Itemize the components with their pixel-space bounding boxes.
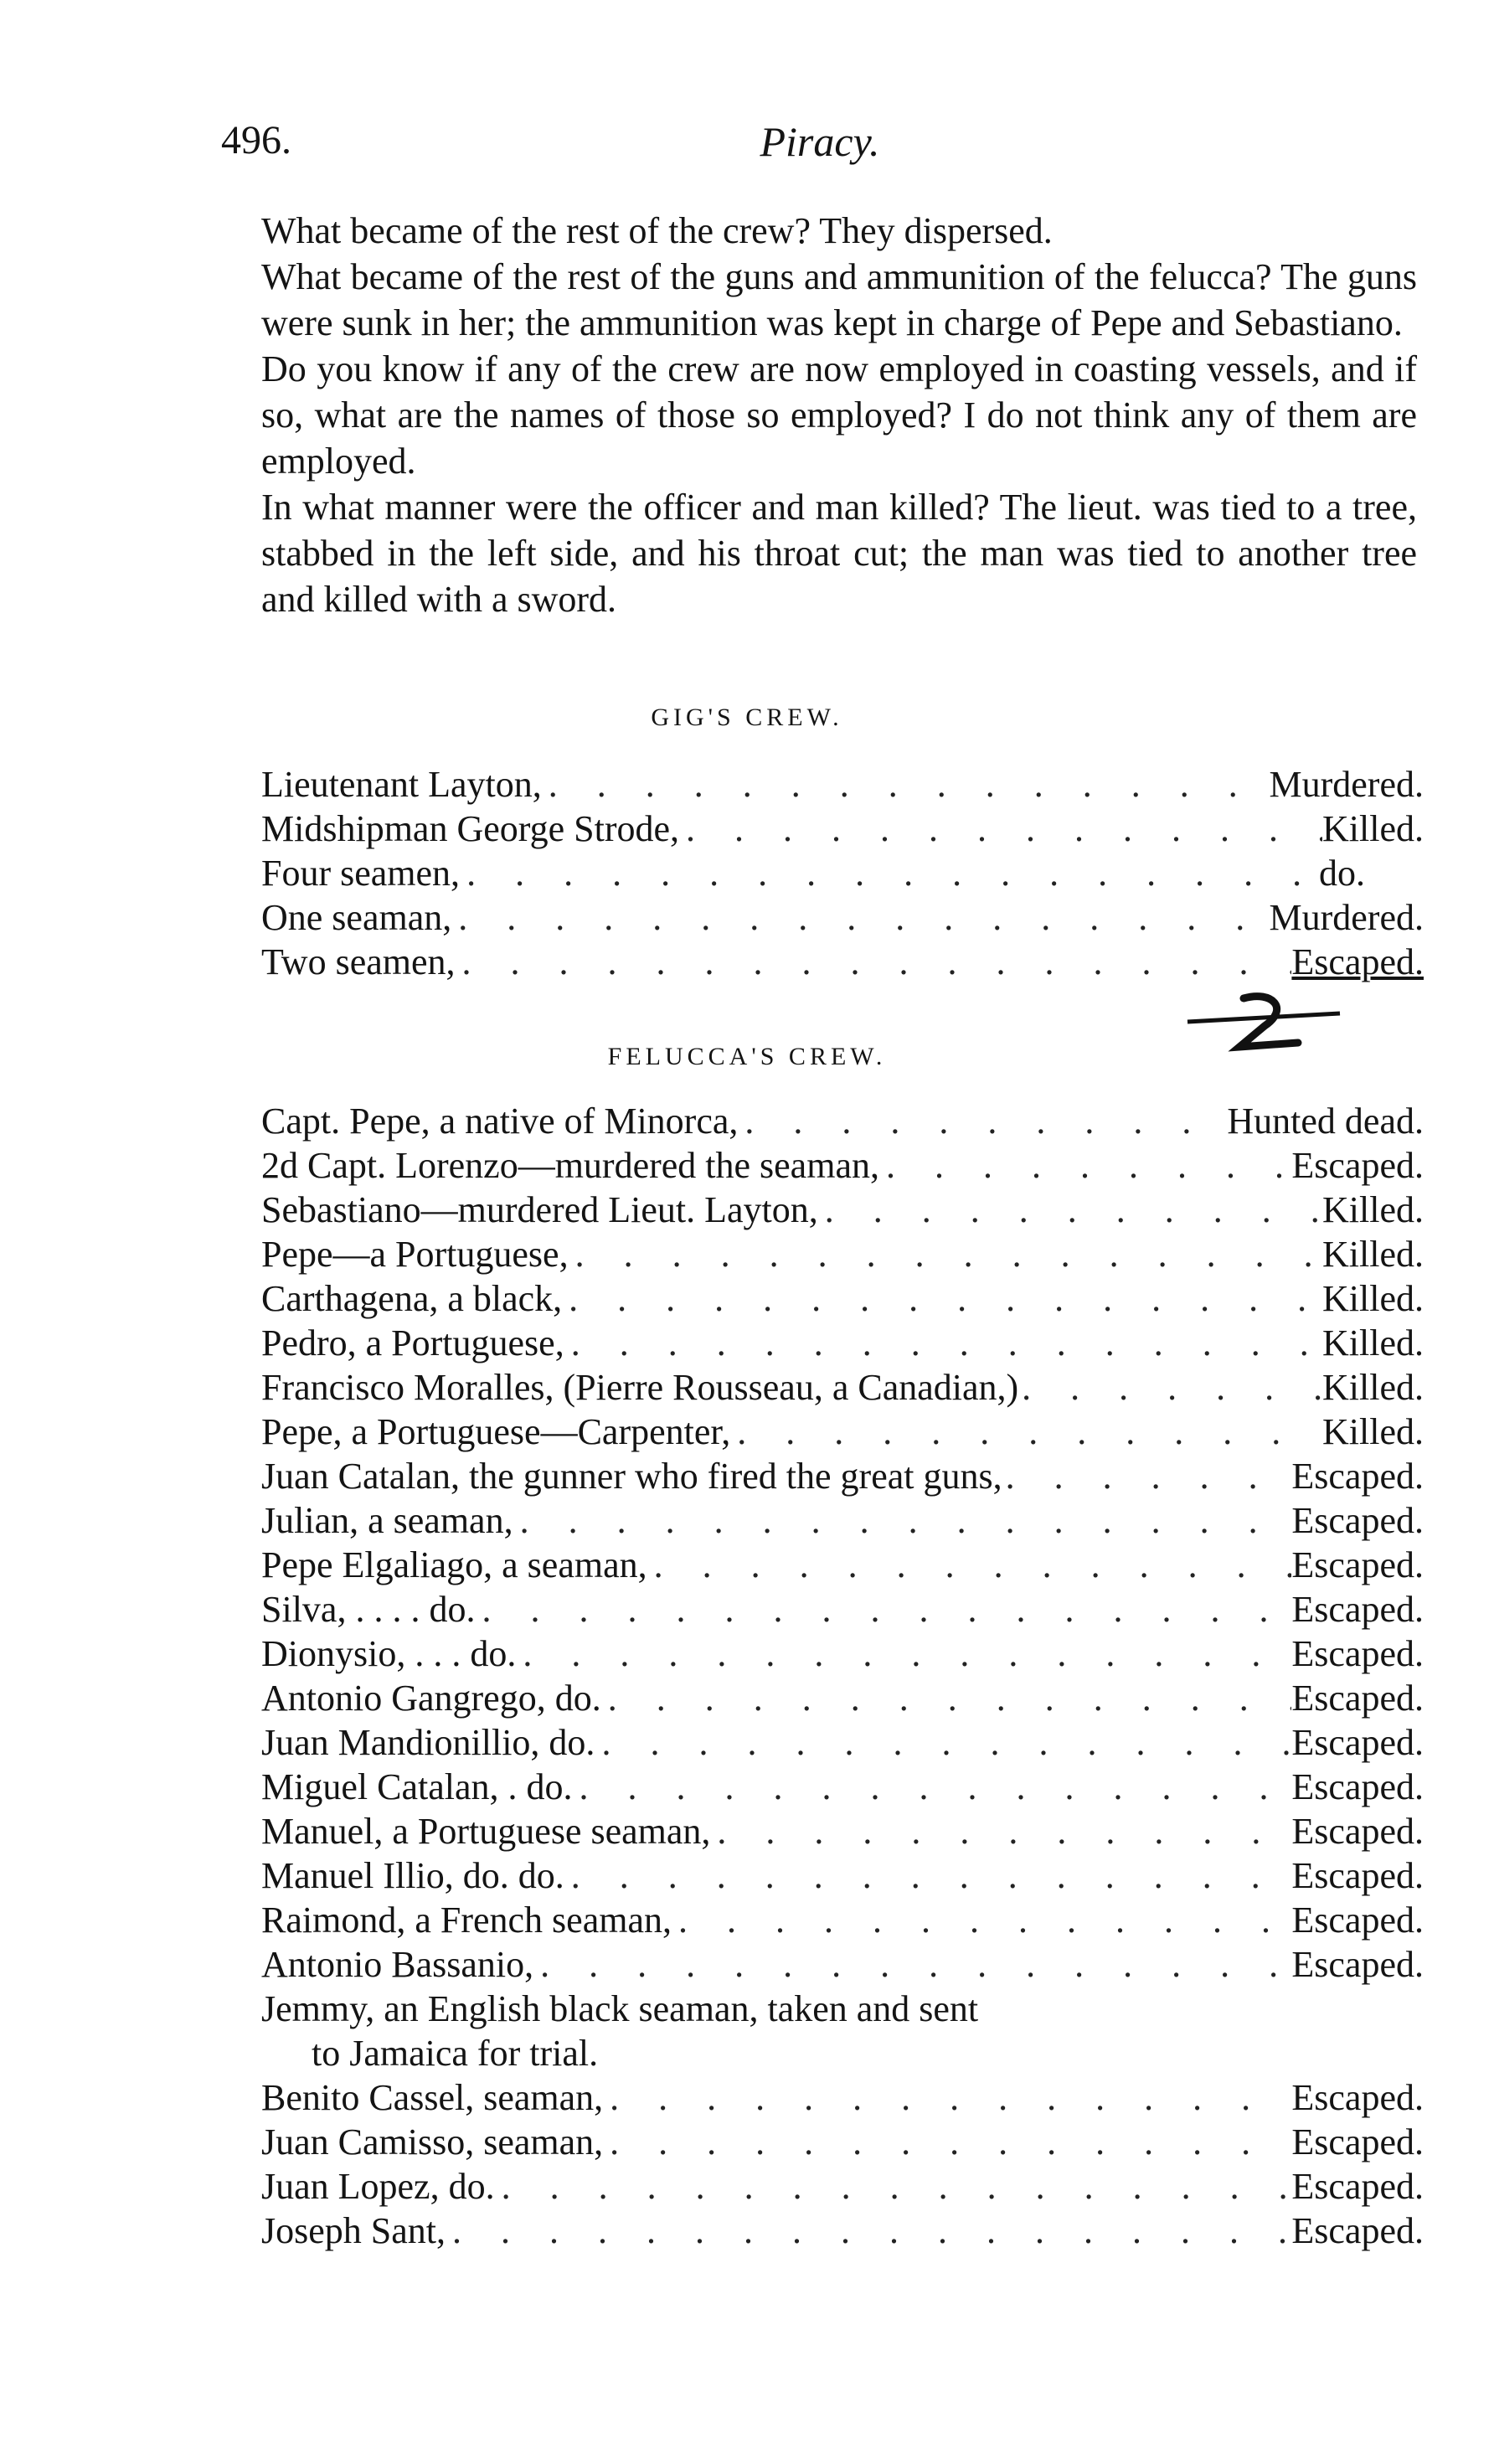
- dot-leader: [569, 1232, 1322, 1276]
- dot-leader: [1018, 1365, 1322, 1410]
- crew-name: Pedro, a Portuguese,: [261, 1322, 564, 1363]
- crew-name: Carthagena, a black,: [261, 1278, 563, 1319]
- crew-fate: Hunted dead.: [1227, 1101, 1424, 1142]
- crew-fate: Escaped.: [1291, 1722, 1424, 1763]
- roster-row: [261, 1853, 1424, 1898]
- dot-leader: [533, 1942, 1291, 1987]
- crew-name: Antonio Bassanio,: [261, 1944, 534, 1985]
- dot-leader: [1002, 1454, 1292, 1498]
- roster-row: [261, 1942, 1424, 1987]
- crew-name: Juan Camisso, seaman,: [261, 2121, 604, 2162]
- crew-name: Juan Catalan, the gunner who fired the great guns,: [261, 1456, 1002, 1497]
- roster-row: [261, 1720, 1424, 1765]
- dot-leader: [475, 1587, 1291, 1631]
- testimony-paragraph: What became of the rest of the crew? They dispersed.: [261, 210, 1053, 251]
- roster-row: [261, 2209, 1424, 2253]
- crew-fate: Killed.: [1322, 1411, 1424, 1452]
- dot-leader: [738, 1099, 1227, 1143]
- dot-leader: [564, 1321, 1322, 1365]
- crew-name: Pepe, a Portuguese—Carpenter,: [261, 1411, 731, 1452]
- dot-leader: [446, 2209, 1291, 2253]
- crew-name: 2d Capt. Lorenzo—murdered the seaman,: [261, 1145, 879, 1186]
- crew-name: Manuel, a Portuguese seaman,: [261, 1811, 711, 1852]
- roster-row: [261, 762, 1424, 807]
- running-title: Piracy.: [760, 118, 880, 165]
- dot-leader: [818, 1188, 1322, 1232]
- testimony-text: [261, 208, 1417, 622]
- crew-fate: Escaped.: [1291, 1500, 1424, 1541]
- crew-fate: Killed.: [1322, 1278, 1424, 1319]
- dot-leader: [562, 1276, 1322, 1321]
- crew-name: Francisco Moralles, (Pierre Rousseau, a Canadian,): [261, 1367, 1019, 1408]
- crew-name: Four seamen,: [261, 853, 461, 894]
- crew-fate: Killed.: [1322, 1234, 1424, 1275]
- crew-fate: Escaped.: [1291, 1766, 1424, 1807]
- crew-name: Sebastiano—murdered Lieut. Layton,: [261, 1189, 818, 1230]
- crew-name: Capt. Pepe, a native of Minorca,: [261, 1101, 739, 1142]
- crew-fate: Escaped.: [1291, 941, 1424, 982]
- roster-row: [261, 1099, 1424, 1143]
- crew-fate: do.: [1319, 853, 1365, 894]
- dot-leader: [495, 2164, 1292, 2209]
- dot-leader: [679, 807, 1322, 851]
- roster-row: [261, 851, 1424, 895]
- roster-row: [261, 2120, 1424, 2164]
- roster-row: [261, 1188, 1424, 1232]
- dot-leader: [672, 1898, 1291, 1942]
- crew-fate: Escaped.: [1291, 2210, 1424, 2251]
- testimony-paragraph: In what manner were the officer and man killed? The lieut. was tied to a tree, stabbed in the left side, and his throat cut; the man was tied to another tree and killed with a sword.: [261, 487, 1417, 620]
- felucca-crew-heading: FELUCCA'S CREW.: [607, 1043, 887, 1070]
- crew-fate: Escaped.: [1291, 1855, 1424, 1896]
- crew-name: Juan Lopez, do.: [261, 2166, 495, 2207]
- page-number: 496.: [221, 118, 291, 162]
- crew-name: Juan Mandionillio, do.: [261, 1722, 595, 1763]
- dot-leader: [647, 1543, 1292, 1587]
- crew-name: Benito Cassel, seaman,: [261, 2077, 604, 2118]
- roster-row: [261, 1321, 1424, 1365]
- dot-leader: [542, 762, 1270, 807]
- crew-name: Julian, a seaman,: [261, 1500, 513, 1541]
- dot-leader: [564, 1853, 1292, 1898]
- roster-row: [261, 1543, 1424, 1587]
- crew-fate: Escaped.: [1291, 1811, 1424, 1852]
- dot-leader: [513, 1498, 1292, 1543]
- roster-row: [261, 1232, 1424, 1276]
- crew-name: Manuel Illio, do. do.: [261, 1855, 564, 1896]
- testimony-paragraph: What became of the rest of the guns and ammunition of the felucca? The guns were sunk in her; the ammunition was kept in charge of Pepe and Sebastiano.: [261, 256, 1417, 343]
- crew-name: Jemmy, an English black seaman, taken and sent: [261, 1988, 979, 2029]
- felucca-crew-list: [261, 1099, 1424, 2253]
- roster-row: [261, 1498, 1424, 1543]
- dot-leader: [603, 2120, 1291, 2164]
- page-header: [221, 117, 1419, 184]
- roster-row: [261, 1410, 1424, 1454]
- gigs-crew-list: [261, 762, 1424, 984]
- roster-row: [261, 2164, 1424, 2209]
- roster-row: [261, 940, 1424, 984]
- crew-name: Dionysio, . . . do.: [261, 1633, 517, 1674]
- testimony-paragraph: Do you know if any of the crew are now employed in coasting vessels, and if so, what are the names of those so employed? I do not think any of them are employed.: [261, 348, 1417, 482]
- crew-fate: Escaped.: [1291, 1944, 1424, 1985]
- crew-name: Silva, . . . . do.: [261, 1589, 476, 1630]
- crew-name: One seaman,: [261, 897, 452, 938]
- dot-leader: [879, 1143, 1291, 1188]
- crew-name: Joseph Sant,: [261, 2210, 446, 2251]
- crew-fate: Murdered.: [1269, 897, 1424, 938]
- crew-fate: Killed.: [1322, 808, 1424, 849]
- dot-leader: [730, 1410, 1322, 1454]
- dot-leader: [573, 1765, 1292, 1809]
- crew-fate: Escaped.: [1291, 1544, 1424, 1585]
- roster-row: [261, 895, 1424, 940]
- roster-row: [261, 1454, 1424, 1498]
- crew-fate: Murdered.: [1269, 764, 1424, 805]
- crew-name: Pepe—a Portuguese,: [261, 1234, 569, 1275]
- dot-leader: [595, 1720, 1291, 1765]
- roster-row: [261, 1365, 1424, 1410]
- dot-leader: [456, 940, 1292, 984]
- crew-fate: Killed.: [1322, 1189, 1424, 1230]
- crew-fate: Escaped.: [1291, 1589, 1424, 1630]
- dot-leader: [601, 1676, 1292, 1720]
- roster-row: [261, 807, 1424, 851]
- dot-leader: [451, 895, 1269, 940]
- crew-name: Midshipman George Strode,: [261, 808, 680, 849]
- crew-fate: Killed.: [1322, 1367, 1424, 1408]
- crew-name: Pepe Elgaliago, a seaman,: [261, 1544, 647, 1585]
- crew-fate: Killed.: [1322, 1322, 1424, 1363]
- dot-leader: [603, 2075, 1291, 2120]
- roster-row: [261, 1276, 1424, 1321]
- crew-name: Raimond, a French seaman,: [261, 1900, 672, 1941]
- roster-row: [261, 1676, 1424, 1720]
- crew-name: Two seamen,: [261, 941, 456, 982]
- crew-name: to Jamaica for trial.: [312, 2033, 599, 2074]
- roster-row: [261, 1143, 1424, 1188]
- roster-row: [261, 1587, 1424, 1631]
- crew-fate: Escaped.: [1291, 1900, 1424, 1941]
- gigs-crew-heading: GIG'S CREW.: [651, 704, 843, 731]
- crew-name: Miguel Catalan, . do.: [261, 1766, 573, 1807]
- roster-row: [261, 2031, 1424, 2075]
- dot-leader: [710, 1809, 1291, 1853]
- dot-leader: [460, 851, 1319, 895]
- crew-fate: Escaped.: [1291, 1145, 1424, 1186]
- roster-row: [261, 1987, 1424, 2031]
- roster-row: [261, 2075, 1424, 2120]
- crew-name: Lieutenant Layton,: [261, 764, 542, 805]
- crew-fate: Escaped.: [1291, 2077, 1424, 2118]
- roster-row: [261, 1809, 1424, 1853]
- crew-fate: Escaped.: [1291, 1456, 1424, 1497]
- crew-fate: Escaped.: [1291, 1633, 1424, 1674]
- crew-fate: Escaped.: [1291, 2121, 1424, 2162]
- crew-name: Antonio Gangrego, do.: [261, 1678, 601, 1719]
- roster-row: [261, 1631, 1424, 1676]
- crew-fate: Escaped.: [1291, 1678, 1424, 1719]
- roster-row: [261, 1898, 1424, 1942]
- crew-fate: Escaped.: [1291, 2166, 1424, 2207]
- roster-row: [261, 1765, 1424, 1809]
- dot-leader: [516, 1631, 1291, 1676]
